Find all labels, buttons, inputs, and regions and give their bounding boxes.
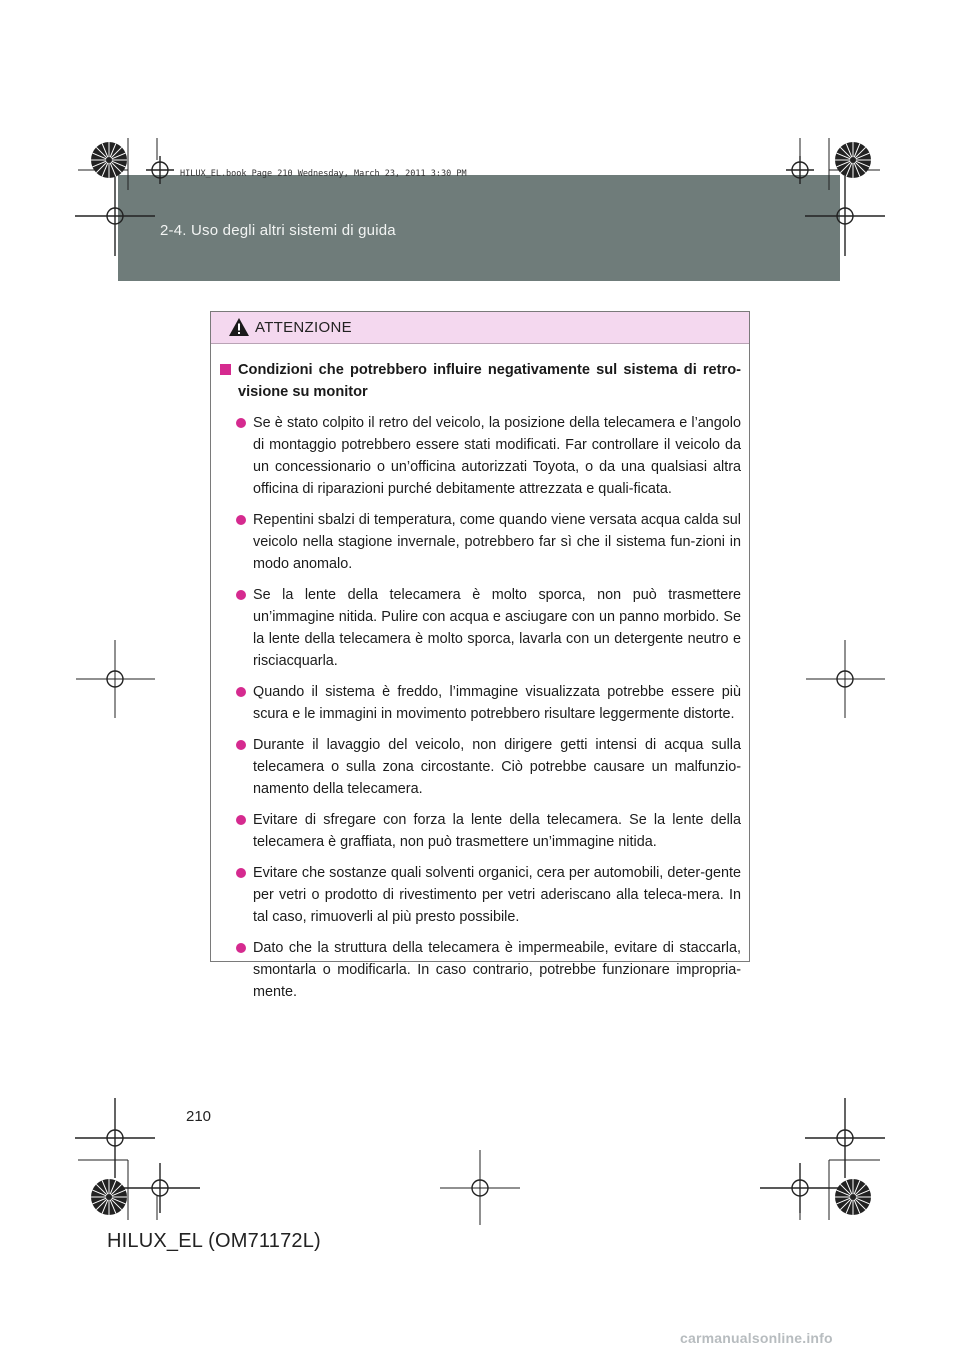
registration-disc-top-left [91,142,127,178]
list-item: Durante il lavaggio del veicolo, non dirigere getti intensi di acqua sulla telecamera o sulla zona circostante. Ciò potrebbe causare un malfunzio-namento della telecamera. [220,734,741,800]
list-item: Evitare che sostanze quali solventi organici, cera per automobili, deter-gente per vetri o prodotto di rivestimento per vetri aderiscano alla teleca-mera. In tal caso, rimuoverli al più presto possibile. [220,862,741,928]
list-item: Evitare di sfregare con forza la lente della telecamera. Se la lente della telecamera è graffiata, non può trasmettere un’immagine nitida. [220,809,741,853]
warning-triangle-icon [228,317,250,337]
registration-disc-top-right [835,142,871,178]
list-item: Dato che la struttura della telecamera è impermeabile, evitare di staccarla, smontarla o modificarla. In caso contrario, potrebbe funzionare impropria-mente. [220,937,741,1003]
registration-disc-bottom-left [91,1179,127,1215]
list-item: Se è stato colpito il retro del veicolo, la posizione della telecamera e l’angolo di montaggio potrebbero essere stati modificati. Far controllare il veicolo da un concessionario o un’officina autorizzati Toyota, o da una qualsiasi altra officina di riparazioni purché debitamente attrezzata e quali-ficata. [220,412,741,500]
bullet-dot-icon [236,590,246,600]
bullet-dot-icon [236,687,246,697]
bullet-dot-icon [236,418,246,428]
registration-disc-bottom-right [835,1179,871,1215]
list-item: Repentini sbalzi di temperatura, come quando viene versata acqua calda sul veicolo nella stagione invernale, potrebbero far sì che il sistema fun-zioni in modo anomalo. [220,509,741,575]
page-number: 210 [186,1108,212,1125]
bullet-dot-icon [236,868,246,878]
print-stamp: HILUX_EL.book Page 210 Wednesday, March 23, 2011 3:30 PM [180,169,467,179]
warning-topic [220,359,741,403]
manual-code: HILUX_EL (OM71172L) [107,1230,321,1252]
bullet-dot-icon [236,740,246,750]
section-title: 2-4. Uso degli altri sistemi di guida [160,222,396,239]
warning-box [210,311,750,1000]
bullet-dot-icon [236,515,246,525]
warning-title: ATTENZIONE [255,319,352,336]
warning-header [211,312,749,344]
warning-topic-text: Condizioni che potrebbero influire negativamente sul sistema di retro-visione su monitor [238,362,741,400]
bullet-dot-icon [236,815,246,825]
list-item: Se la lente della telecamera è molto sporca, non può trasmettere un’immagine nitida. Pulire con acqua e asciugare con un panno morbido. Se la lente della telecamera è molto sporca, lavarla con un detergente neutro e risciacquarla. [220,584,741,672]
warning-body [211,359,749,1003]
bullet-dot-icon [236,943,246,953]
list-item: Quando il sistema è freddo, l’immagine visualizzata potrebbe essere più scura e le immagini in movimento potrebbero risultare leggermente distorte. [220,681,741,725]
site-watermark[interactable]: carmanualsonline.info [680,1330,833,1346]
warning-list [220,412,741,1003]
square-bullet-icon [220,364,231,375]
